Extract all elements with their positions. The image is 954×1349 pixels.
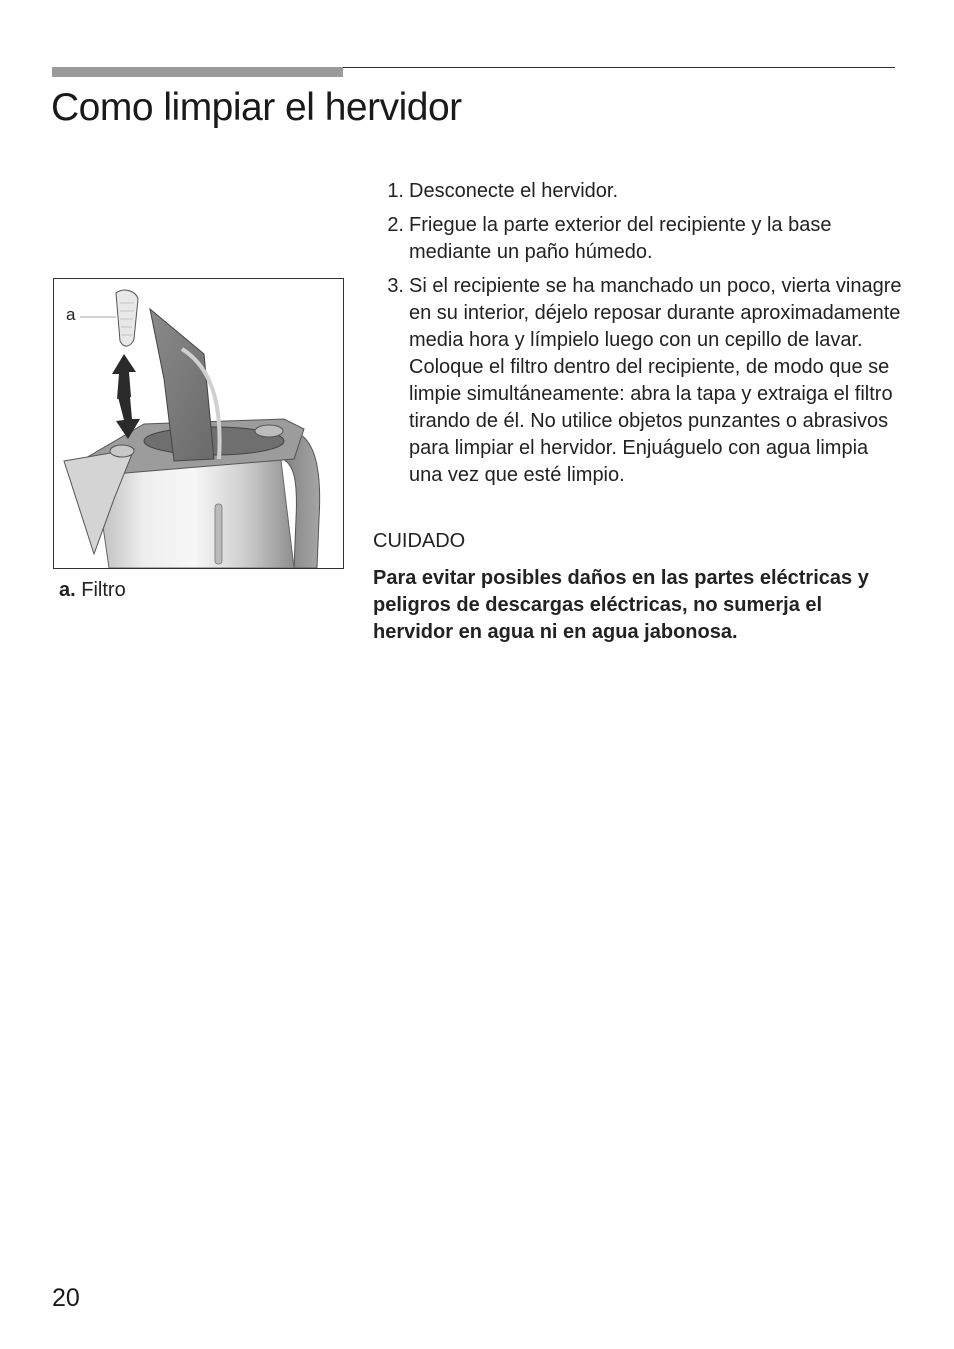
- list-item: [373, 273, 903, 489]
- step-number: 2.: [387, 214, 404, 236]
- kettle-drawing: [54, 279, 343, 568]
- step-text: Desconecte el hervidor.: [409, 180, 619, 202]
- caution-text: Para evitar posibles daños en las partes eléctricas y peligros de descargas eléctricas, no sumerja el hervidor en agua ni en agua jabonosa.: [373, 567, 869, 643]
- caption-key: a.: [59, 579, 76, 601]
- kettle-illustration: [53, 278, 344, 569]
- figure-caption: [59, 579, 126, 602]
- list-item: [373, 178, 903, 205]
- step-number: 3.: [387, 275, 404, 297]
- caution-heading: CUIDADO: [373, 530, 466, 552]
- page-number: 20: [52, 1284, 80, 1312]
- list-item: [373, 212, 903, 266]
- caption-text: Filtro: [75, 579, 126, 601]
- step-number: 1.: [387, 180, 404, 202]
- instruction-list: [373, 178, 903, 496]
- figure-label-a: a: [66, 305, 76, 324]
- header-accent-bar: [52, 67, 343, 77]
- step-text: Si el recipiente se ha manchado un poco, vierta vinagre en su interior, déjelo reposar durante aproximadamente media hora y límpielo luego con un cepillo de lavar. Coloque el filtro dentro del recipiente, de modo que se limpie simultáneamente: abra la tapa y extraiga el filtro tirando de él. No utilice objetos punzantes o abrasivos para limpiar el hervidor. Enjuáguelo con agua limpia una vez que esté limpio.: [409, 275, 902, 486]
- page-title: Como limpiar el hervidor: [51, 86, 462, 129]
- step-text: Friegue la parte exterior del recipiente y la base mediante un paño húmedo.: [409, 214, 832, 263]
